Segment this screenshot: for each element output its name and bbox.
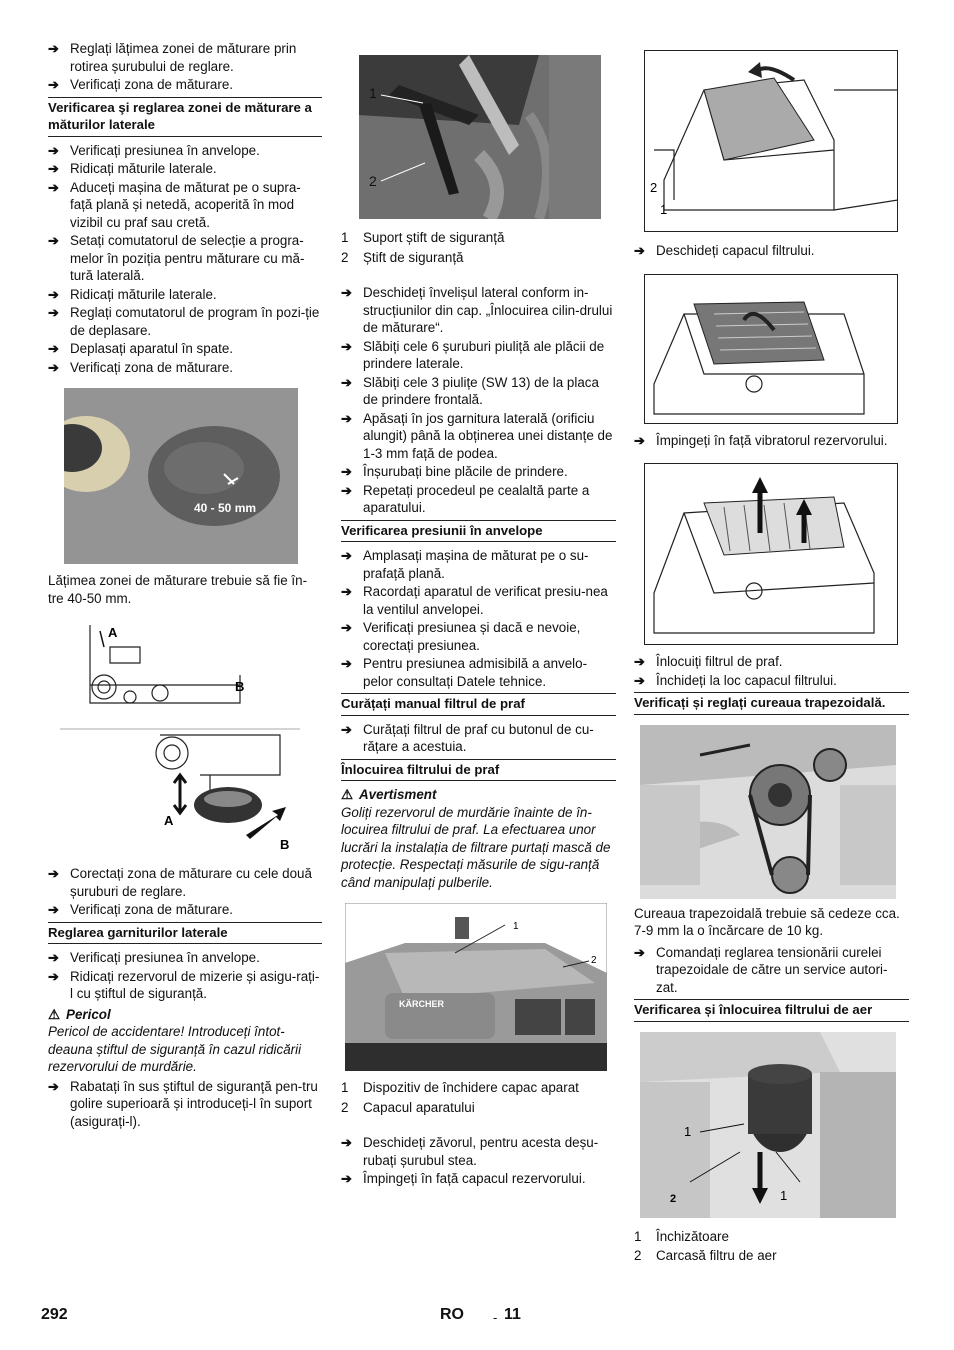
step: ➔ Corectați zona de măturare cu cele două șuruburi de reglare.	[48, 865, 322, 900]
step: ➔ Racordați aparatul de verificat presiu-nea la ventilul anvelopei.	[341, 583, 616, 618]
section-heading: Verificarea și înlocuirea filtrului de aer	[634, 999, 909, 1022]
brand-logo-text: KÄRCHER	[399, 999, 444, 1009]
legend-item: 1 Dispozitiv de închidere capac aparat	[341, 1080, 579, 1095]
figure-number: 2	[369, 173, 377, 189]
language-code: RO	[440, 1306, 464, 1323]
label-b: B	[235, 679, 245, 694]
section-page-number: 11	[504, 1306, 521, 1323]
legend-item: 2 Capacul aparatului	[341, 1099, 475, 1115]
step: ➔ Ridicați măturile laterale.	[48, 160, 322, 178]
vbelt-photo	[640, 725, 909, 899]
machine-cover-photo	[345, 903, 616, 1071]
step: ➔ Repetați procedeul pe cealaltă parte a aparatului.	[341, 482, 616, 517]
step: ➔ Verificați zona de măturare.	[48, 901, 322, 919]
legend-item: 1 Suport știft de siguranță	[341, 230, 505, 245]
legend-item: 1 Închizătoare	[634, 1228, 729, 1244]
vbelt-note: Cureaua trapezoidală trebuie să cedeze cca. 7-9 mm la o încărcare de 10 kg.	[634, 905, 900, 938]
step: ➔ Deschideți învelișul lateral conform in-strucțiunilor din cap. „Înlocuirea cilin-drului de măturare“.	[341, 284, 616, 337]
section-heading: Verificarea presiunii în anvelope	[341, 520, 616, 543]
warning-icon: ⚠	[48, 1006, 61, 1022]
step: ➔ Împingeți în față capacul rezervorului.	[341, 1170, 616, 1188]
legend-item: 2 Știft de siguranță	[341, 249, 464, 265]
step: ➔ Rabatați în sus știftul de siguranță pen-tru golire superioară și introduceți-l în suport (asigurați-l).	[48, 1078, 322, 1131]
figure-number: 2	[670, 1192, 677, 1205]
column-3	[634, 50, 909, 1265]
step: ➔ Verificați presiunea în anvelope.	[48, 142, 322, 160]
dust-filter-figure	[644, 463, 909, 645]
section-heading: Curățați manual filtrul de praf	[341, 693, 616, 716]
figure-number: 1	[369, 85, 377, 101]
step: ➔ Reglați lățimea zonei de măturare prin rotirea șurubului de reglare.	[48, 40, 322, 75]
step: ➔ Împingeți în față vibratorul rezervorului.	[634, 432, 909, 450]
step: ➔ Setați comutatorul de selecție a progra-melor în poziția pentru măturare cu mă-tură laterală.	[48, 232, 322, 285]
step: ➔ Verificați zona de măturare.	[48, 359, 322, 377]
warning-title: ⚠ Avertisment	[341, 787, 437, 802]
photo-label: 40 - 50 mm	[194, 501, 257, 515]
warning-text: Goliți rezervorul de murdărie înainte de în-locuirea filtrului de praf. La efectuarea unor lucrări la instalația de filtrare purtați mască de protecție. Respectați măsurile de sigu-ranță când manipulați pulberile.	[341, 804, 611, 890]
separator: -	[493, 1310, 498, 1325]
page-number: 292	[41, 1306, 68, 1323]
step: ➔ Verificați presiunea și dacă e nevoie, corectați presiunea.	[341, 619, 616, 654]
warning-icon: ⚠	[341, 787, 354, 802]
safety-pin-photo	[359, 55, 616, 219]
label-b: B	[280, 837, 290, 852]
warning-text: Pericol de accidentare! Introduceți întot-deauna știftul de siguranță în cazul ridicării rezervorului de murdărie.	[48, 1024, 302, 1074]
sweep-width-photo	[64, 388, 322, 564]
step: ➔ Aduceți mașina de măturat pe o supra-față plană și netedă, acoperită în mod vizibil cu praf sau cretă.	[48, 179, 322, 232]
figure-number: 1	[513, 921, 519, 932]
section-heading: Verificarea şi reglarea zonei de măturare a măturilor laterale	[48, 97, 322, 137]
step: ➔ Slăbiți cele 6 șuruburi piuliță ale plăcii de prindere laterale.	[341, 338, 616, 373]
step: ➔ Deplasați aparatul în spate.	[48, 340, 322, 358]
step: ➔ Verificați zona de măturare.	[48, 76, 322, 94]
step: ➔ Închideți la loc capacul filtrului.	[634, 672, 909, 690]
caption: Lățimea zonei de măturare trebuie să fie în-tre 40-50 mm.	[48, 573, 308, 606]
step: ➔ Deschideți capacul filtrului.	[634, 242, 909, 260]
legend-item: 2 Carcasă filtru de aer	[634, 1248, 777, 1263]
step: ➔ Amplasați mașina de măturat pe o su-prafață plană.	[341, 547, 616, 582]
step: ➔ Înșurubați bine plăcile de prindere.	[341, 463, 616, 481]
step: ➔ Reglați comutatorul de program în pozi-ție de deplasare.	[48, 304, 322, 339]
figure-number: 1	[780, 1187, 788, 1203]
step: ➔ Verificați presiunea în anvelope.	[48, 949, 322, 967]
step: ➔ Slăbiți cele 3 piulițe (SW 13) de la placa de prindere frontală.	[341, 374, 616, 409]
figure-number: 2	[591, 955, 597, 966]
figure-number: 1	[660, 202, 668, 217]
section-heading: Verificați și reglați cureaua trapezoidală.	[634, 692, 909, 715]
vibrator-figure	[644, 274, 909, 424]
column-2	[341, 55, 616, 1189]
step: ➔ Înlocuiți filtrul de praf.	[634, 653, 909, 671]
air-filter-photo	[640, 1032, 909, 1218]
step: ➔ Apăsați în jos garnitura laterală (orificiu alungit) până la obținerea unei distanțe de 1-3 mm față de podea.	[341, 410, 616, 463]
section-heading: Reglarea garniturilor laterale	[48, 922, 322, 945]
filter-cover-open-figure	[644, 50, 909, 232]
step: ➔ Ridicați rezervorul de mizerie și asigu-rați-l cu știftul de siguranță.	[48, 968, 322, 1003]
step: ➔ Comandați reglarea tensionării curelei trapezoidale de către un service autori-zat.	[634, 944, 909, 997]
step: ➔ Pentru presiunea admisibilă a anvelo-pelor consultați Datele tehnice.	[341, 655, 616, 690]
step: ➔ Curățați filtrul de praf cu butonul de cu-rățare a acestuia.	[341, 721, 616, 756]
brush-adjust-figure	[60, 625, 322, 857]
label-a: A	[164, 813, 174, 828]
figure-number: 1	[684, 1123, 692, 1139]
step: ➔ Ridicați măturile laterale.	[48, 286, 322, 304]
label-a: A	[108, 625, 118, 640]
section-heading: Înlocuirea filtrului de praf	[341, 759, 616, 782]
column-1	[48, 40, 322, 1131]
figure-number: 2	[650, 180, 658, 195]
warning-title: ⚠ Pericol	[48, 1006, 111, 1022]
step: ➔ Deschideți zăvorul, pentru acesta deșu-rubați șurubul stea.	[341, 1134, 616, 1169]
